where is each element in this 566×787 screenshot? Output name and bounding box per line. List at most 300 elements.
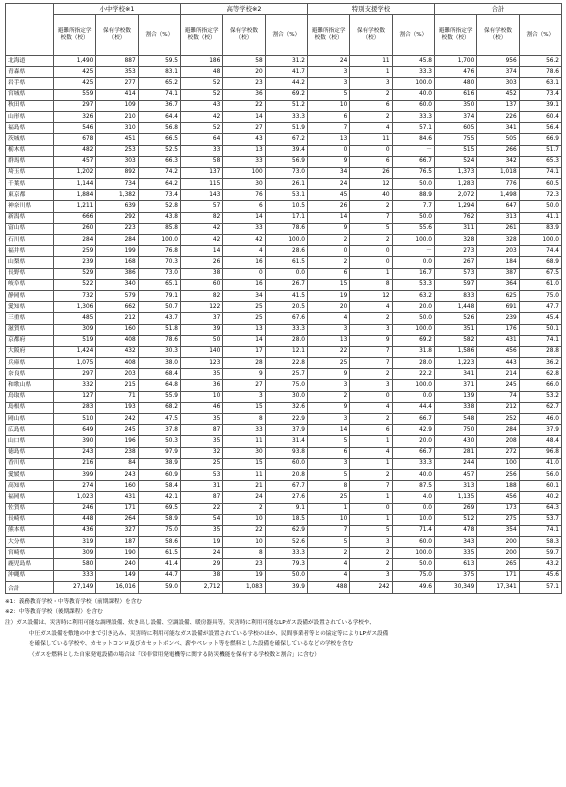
value-cell: 3 (307, 414, 349, 425)
value-cell: 50.0 (519, 201, 561, 212)
value-cell: 0.0 (392, 257, 434, 268)
value-cell: － (392, 246, 434, 257)
group-header-high: 高等学校※2 (180, 4, 307, 15)
value-cell: 22 (180, 503, 222, 514)
value-cell: 160 (96, 324, 138, 335)
value-cell: 36.2 (519, 358, 561, 369)
value-cell: 38 (180, 570, 222, 581)
value-cell: 23 (223, 559, 265, 570)
table-row (6, 369, 562, 380)
value-cell: 26.7 (265, 279, 307, 290)
value-cell: 62.8 (519, 369, 561, 380)
value-cell: 30 (223, 179, 265, 190)
value-cell: 65.3 (519, 156, 561, 167)
prefecture-cell: 岐阜県 (6, 279, 54, 290)
value-cell: 33.3 (265, 324, 307, 335)
prefecture-cell: 高知県 (6, 481, 54, 492)
value-cell: 17.1 (265, 212, 307, 223)
value-cell: 613 (434, 559, 476, 570)
value-cell: 15 (223, 402, 265, 413)
table-row (6, 548, 562, 559)
value-cell: 2 (350, 469, 392, 480)
table-row (6, 358, 562, 369)
value-cell: 13 (307, 134, 349, 145)
value-cell: 73.0 (265, 167, 307, 178)
prefecture-cell: 山口県 (6, 436, 54, 447)
value-cell: 208 (477, 436, 519, 447)
value-cell: 216 (54, 458, 96, 469)
value-cell: 755 (434, 134, 476, 145)
prefecture-cell: 合計 (6, 581, 54, 593)
value-cell: 15 (223, 458, 265, 469)
value-cell: 342 (477, 156, 519, 167)
value-cell: 15 (307, 279, 349, 290)
value-cell: 1,018 (477, 167, 519, 178)
value-cell: 26 (307, 201, 349, 212)
prefecture-cell: 香川県 (6, 458, 54, 469)
value-cell: 292 (96, 212, 138, 223)
value-cell: 36 (180, 380, 222, 391)
value-cell: 341 (434, 369, 476, 380)
value-cell: 60.4 (519, 111, 561, 122)
footnote: ※2：中等教育学校（後期課程）を含む (5, 609, 103, 616)
value-cell: 579 (96, 290, 138, 301)
value-cell: 25 (307, 358, 349, 369)
value-cell: 50.0 (392, 313, 434, 324)
value-cell: 64.8 (138, 380, 180, 391)
value-cell: 56.8 (138, 123, 180, 134)
value-cell: 58.3 (519, 537, 561, 548)
table-row (6, 134, 562, 145)
value-cell: 353 (96, 67, 138, 78)
value-cell: 28.8 (519, 346, 561, 357)
value-cell: 58 (223, 56, 265, 67)
value-cell: 74.1 (138, 89, 180, 100)
column-header: 避難所指定学校数（校） (180, 15, 222, 56)
value-cell: 83.9 (519, 223, 561, 234)
table-row (6, 380, 562, 391)
value-cell: 678 (54, 134, 96, 145)
value-cell: 42 (180, 235, 222, 246)
value-cell: 3 (307, 324, 349, 335)
value-cell: 340 (96, 279, 138, 290)
value-cell: 374 (477, 67, 519, 78)
table-row (6, 537, 562, 548)
value-cell: 45.6 (519, 570, 561, 581)
value-cell: 73.0 (138, 268, 180, 279)
value-cell: 6 (307, 111, 349, 122)
value-cell: 1 (350, 436, 392, 447)
value-cell: 59.5 (138, 56, 180, 67)
value-cell: 70.3 (138, 257, 180, 268)
prefecture-cell: 東京都 (6, 190, 54, 201)
value-cell: 327 (96, 525, 138, 536)
value-cell: 776 (477, 179, 519, 190)
value-cell: 60.9 (138, 469, 180, 480)
value-cell: 2 (350, 369, 392, 380)
value-cell: － (392, 145, 434, 156)
value-cell: 244 (434, 458, 476, 469)
value-cell: 2 (350, 111, 392, 122)
prefecture-cell: 京都府 (6, 335, 54, 346)
prefecture-cell: 熊本県 (6, 525, 54, 536)
value-cell: 24 (307, 56, 349, 67)
value-cell: 31.2 (265, 56, 307, 67)
value-cell: 78.6 (138, 335, 180, 346)
value-cell: 68.4 (138, 369, 180, 380)
value-cell: 69.5 (138, 503, 180, 514)
value-cell: 335 (434, 548, 476, 559)
value-cell: 833 (434, 290, 476, 301)
value-cell: 38.9 (138, 458, 180, 469)
value-cell: 510 (54, 414, 96, 425)
value-cell: 171 (477, 570, 519, 581)
prefecture-cell: 栃木県 (6, 145, 54, 156)
value-cell: 210 (96, 111, 138, 122)
value-cell: 10 (223, 514, 265, 525)
value-cell: 10.0 (392, 514, 434, 525)
value-cell: 66.7 (392, 414, 434, 425)
value-cell: 354 (477, 525, 519, 536)
table-row (6, 100, 562, 111)
value-cell: 22 (223, 100, 265, 111)
value-cell: 75.0 (519, 290, 561, 301)
value-cell: 526 (434, 313, 476, 324)
value-cell: 50.0 (265, 570, 307, 581)
value-cell: 100.0 (392, 235, 434, 246)
value-cell: 85.8 (138, 223, 180, 234)
table-row (6, 425, 562, 436)
value-cell: 8 (350, 279, 392, 290)
column-header: 避難所指定学校数（校） (434, 15, 476, 56)
value-cell: 436 (54, 525, 96, 536)
value-cell: 50.3 (138, 436, 180, 447)
value-cell: 28.6 (265, 246, 307, 257)
value-cell: 214 (477, 369, 519, 380)
value-cell: 4 (307, 313, 349, 324)
value-cell: 408 (96, 335, 138, 346)
value-cell: 309 (54, 548, 96, 559)
value-cell: 20.0 (392, 302, 434, 313)
table-row (6, 67, 562, 78)
value-cell: 2 (350, 548, 392, 559)
prefecture-cell: 宮城県 (6, 89, 54, 100)
value-cell: 42 (223, 235, 265, 246)
value-cell: 65.2 (138, 78, 180, 89)
value-cell: 1,075 (54, 358, 96, 369)
value-cell: 2 (350, 201, 392, 212)
value-cell: 58.9 (138, 514, 180, 525)
value-cell: 14 (223, 335, 265, 346)
value-cell: 74 (477, 391, 519, 402)
value-cell: 61.5 (265, 257, 307, 268)
value-cell: 43 (223, 134, 265, 145)
value-cell: 559 (54, 89, 96, 100)
value-cell: 60.1 (519, 481, 561, 492)
prefecture-cell: 山形県 (6, 111, 54, 122)
value-cell: 0 (307, 246, 349, 257)
value-cell: 666 (54, 212, 96, 223)
value-cell: 20 (223, 67, 265, 78)
value-cell: 33.3 (392, 458, 434, 469)
value-cell: 27 (223, 123, 265, 134)
value-cell: 387 (477, 268, 519, 279)
value-cell: 7.7 (392, 201, 434, 212)
value-cell: 22.9 (265, 414, 307, 425)
value-cell: 57.1 (392, 123, 434, 134)
value-cell: 9 (307, 223, 349, 234)
value-cell: 50.7 (138, 302, 180, 313)
value-cell: 33 (180, 145, 222, 156)
table-row (6, 179, 562, 190)
value-cell: 24 (180, 548, 222, 559)
table-row (6, 313, 562, 324)
value-cell: 522 (54, 279, 96, 290)
value-cell: 283 (54, 402, 96, 413)
value-cell: 176 (477, 324, 519, 335)
value-cell: 240 (96, 559, 138, 570)
value-cell: 11 (350, 134, 392, 145)
value-cell: 11 (350, 56, 392, 67)
prefecture-cell: 奈良県 (6, 369, 54, 380)
prefecture-cell: 広島県 (6, 425, 54, 436)
value-cell: 1,382 (96, 190, 138, 201)
value-cell: 2,712 (180, 581, 222, 593)
prefecture-cell: 大阪府 (6, 346, 54, 357)
table-row (6, 559, 562, 570)
value-cell: 19 (307, 290, 349, 301)
value-cell: 750 (434, 425, 476, 436)
value-cell: 41.7 (265, 67, 307, 78)
prefecture-cell: 愛知県 (6, 302, 54, 313)
column-header: 割合（%） (138, 15, 180, 56)
value-cell: 13 (223, 145, 265, 156)
table-row (6, 469, 562, 480)
value-cell: 45.8 (392, 56, 434, 67)
value-cell: 1 (350, 514, 392, 525)
value-cell: 16 (223, 257, 265, 268)
value-cell: 186 (180, 56, 222, 67)
value-cell: 457 (434, 469, 476, 480)
value-cell: 84 (96, 458, 138, 469)
value-cell: 9 (350, 335, 392, 346)
value-cell: 100.0 (138, 235, 180, 246)
value-cell: 9 (307, 156, 349, 167)
value-cell: 55.9 (138, 391, 180, 402)
value-cell: 93.8 (265, 447, 307, 458)
value-cell: 238 (96, 447, 138, 458)
prefecture-cell: 沖縄県 (6, 570, 54, 581)
value-cell: 37 (180, 313, 222, 324)
value-cell: 3 (350, 324, 392, 335)
value-cell: 8 (307, 481, 349, 492)
value-cell: 44.2 (265, 78, 307, 89)
value-cell: 245 (477, 380, 519, 391)
prefecture-cell: 福岡県 (6, 492, 54, 503)
value-cell: 431 (477, 335, 519, 346)
value-cell: 297 (54, 369, 96, 380)
value-cell: 53.2 (519, 391, 561, 402)
table-row (6, 290, 562, 301)
value-cell: 14 (180, 246, 222, 257)
total-row (6, 581, 562, 593)
value-cell: 66.9 (519, 134, 561, 145)
value-cell: 1 (350, 492, 392, 503)
value-cell: 0 (350, 246, 392, 257)
value-cell: 1,490 (54, 56, 96, 67)
column-header: 保有学校数（校） (350, 15, 392, 56)
table-row (6, 190, 562, 201)
value-cell: 137 (477, 100, 519, 111)
prefecture-cell: 千葉県 (6, 179, 54, 190)
value-cell: 22 (307, 346, 349, 357)
prefecture-cell: 和歌山県 (6, 380, 54, 391)
value-cell: 524 (434, 156, 476, 167)
value-cell: 5 (307, 537, 349, 548)
value-cell: 734 (96, 179, 138, 190)
table-row (6, 402, 562, 413)
value-cell: 60.0 (392, 100, 434, 111)
value-cell: 215 (96, 380, 138, 391)
value-cell: 2,072 (434, 190, 476, 201)
value-cell: 28 (223, 358, 265, 369)
value-cell: 12.1 (265, 346, 307, 357)
value-cell: 35 (180, 414, 222, 425)
table-row (6, 436, 562, 447)
value-cell: 74.1 (519, 525, 561, 536)
value-cell: 319 (54, 537, 96, 548)
value-cell: 42.1 (138, 492, 180, 503)
value-cell: 29 (180, 559, 222, 570)
value-cell: 1,023 (54, 492, 96, 503)
value-cell: 343 (434, 537, 476, 548)
value-cell: 200 (477, 537, 519, 548)
value-cell: 76.5 (392, 167, 434, 178)
value-cell: 616 (434, 89, 476, 100)
value-cell: 87.5 (392, 481, 434, 492)
table-row (6, 570, 562, 581)
table-row (6, 257, 562, 268)
prefecture-cell: 岩手県 (6, 78, 54, 89)
value-cell: 239 (54, 257, 96, 268)
value-cell: 51.7 (519, 145, 561, 156)
value-cell: 66.3 (138, 156, 180, 167)
value-cell: 267 (434, 257, 476, 268)
value-cell: 38 (180, 268, 222, 279)
value-cell: 246 (54, 503, 96, 514)
prefecture-cell: 徳島県 (6, 447, 54, 458)
value-cell: 51.2 (265, 100, 307, 111)
value-cell: 1,083 (223, 581, 265, 593)
value-cell: 3 (350, 78, 392, 89)
value-cell: 17 (223, 346, 265, 357)
value-cell: 328 (477, 235, 519, 246)
prefecture-cell: 長野県 (6, 268, 54, 279)
value-cell: 168 (96, 257, 138, 268)
group-header-elementary: 小中学校※1 (54, 4, 181, 15)
value-cell: 55.6 (392, 223, 434, 234)
value-cell: 30.3 (138, 346, 180, 357)
value-cell: 546 (54, 123, 96, 134)
value-cell: 13 (307, 335, 349, 346)
group-header-total: 合計 (434, 4, 561, 15)
value-cell: 5 (350, 223, 392, 234)
value-cell: 1 (350, 458, 392, 469)
value-cell: 52.6 (265, 537, 307, 548)
value-cell: 408 (96, 358, 138, 369)
value-cell: 24 (307, 179, 349, 190)
value-cell: 10 (307, 100, 349, 111)
value-cell: 79.3 (265, 559, 307, 570)
value-cell: 260 (54, 223, 96, 234)
value-cell: 390 (54, 436, 96, 447)
value-cell: 259 (54, 246, 96, 257)
value-cell: 52 (180, 123, 222, 134)
value-cell: 56.4 (519, 123, 561, 134)
column-header: 保有学校数（校） (223, 15, 265, 56)
value-cell: 1,223 (434, 358, 476, 369)
value-cell: 512 (434, 514, 476, 525)
value-cell: 30 (223, 447, 265, 458)
value-cell: 62.7 (519, 402, 561, 413)
value-cell: 69.2 (392, 335, 434, 346)
value-cell: 60.0 (265, 458, 307, 469)
value-cell: 505 (477, 134, 519, 145)
value-cell: 245 (96, 425, 138, 436)
value-cell: 273 (434, 246, 476, 257)
value-cell: 10 (307, 514, 349, 525)
value-cell: 309 (54, 324, 96, 335)
value-cell: 127 (54, 391, 96, 402)
value-cell: 74.1 (519, 167, 561, 178)
value-cell: 123 (180, 358, 222, 369)
value-cell: 52.8 (138, 201, 180, 212)
value-cell: 66.7 (392, 447, 434, 458)
footnote: 注）ガス設備は、災害時に利用可能な調理設備、炊き出し設備、空調設備、暖房器具等。災害時に利用可能なLPガス設備が設置されている学校や、 (5, 620, 375, 626)
value-cell: 478 (434, 525, 476, 536)
value-cell: 73.4 (519, 89, 561, 100)
value-cell: 20.8 (265, 469, 307, 480)
value-cell: 34 (223, 290, 265, 301)
value-cell: 30,349 (434, 581, 476, 593)
value-cell: 482 (54, 145, 96, 156)
value-cell: 274 (54, 481, 96, 492)
value-cell: 82 (180, 212, 222, 223)
value-cell: 84.6 (392, 134, 434, 145)
value-cell: 242 (96, 414, 138, 425)
value-cell: 7 (307, 525, 349, 536)
value-cell: 425 (54, 78, 96, 89)
value-cell: 193 (96, 402, 138, 413)
value-cell: 27 (223, 380, 265, 391)
value-cell: 66.5 (138, 134, 180, 145)
footnote: を確保している学校や、カセットコンロ及びカセットボンベ、薪やペレット等を燃料とした設備を確保しているなどの学校を含む (29, 641, 354, 648)
value-cell: 264 (96, 514, 138, 525)
value-cell: 34 (307, 167, 349, 178)
value-cell: 4 (350, 447, 392, 458)
table-row (6, 414, 562, 425)
value-cell: 74.1 (519, 335, 561, 346)
value-cell: 5 (307, 469, 349, 480)
value-cell: 4 (350, 123, 392, 134)
value-cell: 9 (307, 369, 349, 380)
value-cell: 226 (477, 111, 519, 122)
value-cell: 284 (477, 425, 519, 436)
value-cell: 67.7 (265, 481, 307, 492)
value-cell: 52 (180, 78, 222, 89)
value-cell: 71.4 (392, 525, 434, 536)
value-cell: 76.8 (138, 246, 180, 257)
